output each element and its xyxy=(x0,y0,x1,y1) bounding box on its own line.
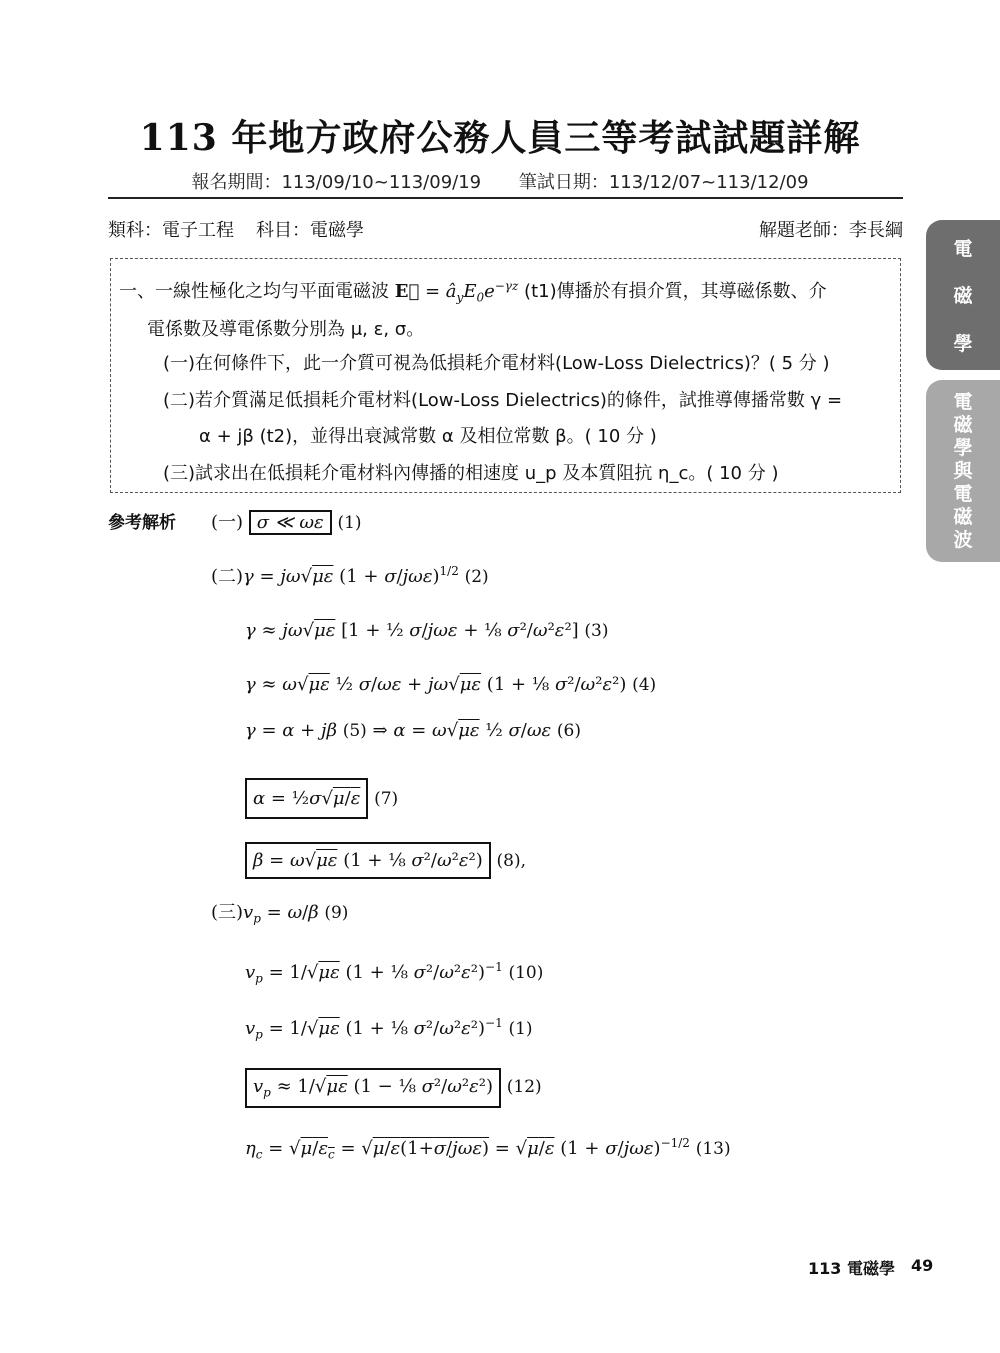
equation-10: $v_p = 1/√\mu\varepsilon$ (1 + ⅛ σ²/ω²ε²)$^{-1}$ (10) xyxy=(245,960,544,986)
page-number: 49 xyxy=(911,1256,934,1275)
question-line-2: 電係數及導電係數分別為 μ, ε, σ。 xyxy=(147,319,425,340)
answer-part-1: (一) σ ≪ ωε (1) xyxy=(211,512,362,533)
question-part-3: (三)試求出在低損耗介電材料內傳播的相速度 u_p 及本質阻抗 η_c。( 10 分 ) xyxy=(163,463,779,484)
registration-period: 報名期間：113/09/10~113/09/19 xyxy=(191,172,482,193)
footer-title: 113 電磁學 xyxy=(808,1259,895,1278)
equation-9: (三)$v_p = \omega/\beta$ (9) xyxy=(211,902,349,926)
category: 類科：電子工程 xyxy=(108,220,234,241)
answer-label: 參考解析 xyxy=(108,513,176,533)
teacher: 解題老師：李長綱 xyxy=(759,220,903,241)
page-title: 113 年地方政府公務人員三等考試試題詳解 xyxy=(139,117,861,159)
question-line-1: 一、一線性極化之均勻平面電磁波 E⃗ = $â_yE_0e^{-\gamma z}$ (t1)傳播於有損介質，其導磁係數、介 xyxy=(119,279,827,305)
equation-12: $v_p \approx 1/√\mu\varepsilon$ (1 − ⅛ σ²/ω²ε²) (12) xyxy=(245,1068,542,1108)
header-divider xyxy=(108,197,903,199)
side-tab-em-waves[interactable]: 電 磁 學 與 電 磁 波 xyxy=(926,380,1000,562)
equation-2: (二)γ = jω√με $(1 + \sigma/j\omega\varepsilon)^{1/2}$ (2) xyxy=(211,564,489,587)
question-part-2a: (二)若介質滿足低損耗介電材料(Low-Loss Dielectrics)的條件，試推導傳播常數 γ = xyxy=(163,390,843,411)
subject: 科目：電磁學 xyxy=(256,220,364,241)
question-part-2b: α + jβ (t2)，並得出衰減常數 α 及相位常數 β。( 10 分 ) xyxy=(199,426,657,447)
equation-7: α = ½σ√μ/ε (7) xyxy=(245,778,398,819)
equation-3: γ ≈ jω√με [1 + ½ σ/jωε + ⅛ σ²/ω²ε²] (3) xyxy=(245,620,609,641)
question-box xyxy=(110,258,901,493)
question-part-1: (一)在何條件下，此一介質可視為低損耗介電材料(Low-Loss Dielectrics)？( 5 分 ) xyxy=(163,353,830,374)
side-tab-electromagnetics[interactable]: 電 磁 學 xyxy=(926,220,1000,370)
exam-dates xyxy=(0,168,1000,194)
equation-11: $v_p = 1/√\mu\varepsilon$ (1 + ⅛ σ²/ω²ε²)$^{-1}$ (1) xyxy=(245,1016,533,1042)
equation-4: γ ≈ ω√με ½ σ/ωε + jω√με (1 + ⅛ σ²/ω²ε²) (4) xyxy=(245,674,657,695)
field-equation: E⃗ = $â_yE_0e^{-\gamma z}$ xyxy=(394,279,519,305)
equation-13: $\eta_c = √\mu/\varepsilon_c = √\mu/\varepsilon(1+\sigma/j\omega\varepsilon) = √\mu/\varepsilon$ $(1 + \sigma/j\omega\varepsilon)^{-1/2}$ (13) xyxy=(245,1136,731,1162)
low-loss-condition: σ ≪ ωε xyxy=(249,510,332,535)
exam-meta xyxy=(108,216,364,242)
equation-8: β = ω√με (1 + ⅛ σ²/ω²ε²) (8), xyxy=(245,842,526,879)
written-exam-dates: 筆試日期：113/12/07~113/12/09 xyxy=(518,172,809,193)
equation-5-6: γ = α + jβ (5) ⇒ α = ω√με ½ σ/ωε (6) xyxy=(245,720,581,741)
